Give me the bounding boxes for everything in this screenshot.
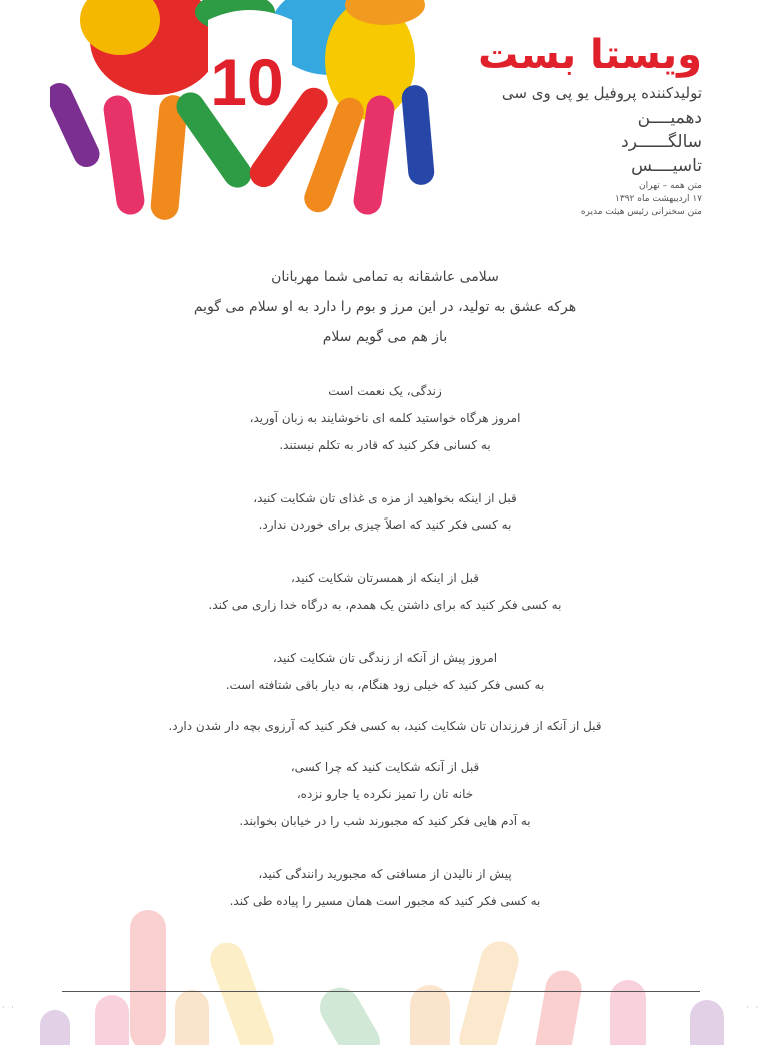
anniversary-line: سالگــــــرد [621, 132, 702, 152]
anniversary-badge: 10 [210, 45, 284, 119]
meta-line: متن سخنرانی رئیس هیئت مدیره [580, 207, 702, 217]
greeting-line: سلامی عاشقانه به تمامی شما مهربانان [271, 269, 499, 285]
brand-subtitle: تولیدکننده پروفیل یو پی وی سی [501, 84, 702, 102]
speech-meta [470, 180, 702, 219]
greeting-paragraph [120, 262, 650, 352]
stanza-line: به آدم هایی فکر کنید که مجبورند شب را در خیابان بخوابند. [239, 814, 531, 828]
stanza-line: قبل از آنکه از فرزندان تان شکایت کنید، به کسی فکر کنید که آرزوی بچه دار شدن دارد. [168, 719, 602, 733]
crop-mark: · · [2, 1003, 16, 1012]
painted-hands-illustration [50, 0, 450, 228]
stanza [120, 378, 650, 459]
stanza-line: به کسی فکر کنید که خیلی زود هنگام، به دیار باقی شتافته است. [225, 678, 545, 692]
stanza [80, 713, 690, 740]
meta-line: ۱۷ اردیبهشت ماه ۱۳۹۲ [615, 194, 702, 204]
stanza-line: به کسی فکر کنید که مجبور است همان مسیر را پیاده طی کند. [229, 894, 541, 908]
stanza-line: زندگی، یک نعمت است [328, 384, 442, 398]
brand-block [470, 30, 702, 219]
stanza [120, 485, 650, 539]
greeting-line: هرکه عشق به تولید، در این مرز و بوم را دارد به او سلام می گویم [193, 299, 577, 315]
stanza-line: خانه تان را تمیز نکرده یا جارو نزده، [296, 787, 474, 801]
stanza-line: قبل از اینکه بخواهید از مزه ی غذای تان شکایت کنید، [253, 491, 517, 505]
meta-line: متن همه – تهران [639, 181, 702, 191]
stanza [120, 565, 650, 619]
anniversary-line: تاسیــــس [631, 156, 702, 176]
faded-hands-decoration [0, 900, 762, 1045]
stanza-line: امروز هرگاه خواستید کلمه ای ناخوشایند به زبان آورید، [249, 411, 521, 425]
stanza-line: قبل از آنکه شکایت کنید که چرا کسی، [290, 760, 480, 774]
speech-body [120, 262, 650, 915]
brand-title: ویستا بست [478, 32, 702, 78]
stanza-line: به کسی فکر کنید که اصلاً چیزی برای خوردن ندارد. [258, 518, 512, 532]
stanza [120, 754, 650, 835]
stanza-line: به کسی فکر کنید که برای داشتن یک همدم، به درگاه خدا زاری می کند. [208, 598, 562, 612]
greeting-line: باز هم می گویم سلام [322, 329, 448, 345]
crop-mark: · · [746, 1003, 760, 1012]
anniversary-heading [470, 106, 702, 178]
stanza-line: قبل از اینکه از همسرتان شکایت کنید، [291, 571, 479, 585]
anniversary-line: دهمیــــن [637, 108, 702, 128]
footer-divider [62, 991, 700, 992]
stanza-line: امروز پیش از آنکه از زندگی تان شکایت کنید، [272, 651, 498, 665]
stanza-line: به کسانی فکر کنید که قادر به تکلم نیستند. [279, 438, 491, 452]
stanza [120, 645, 650, 699]
stanza-line: پیش از نالیدن از مسافتی که مجبورید رانندگی کنید، [258, 867, 512, 881]
